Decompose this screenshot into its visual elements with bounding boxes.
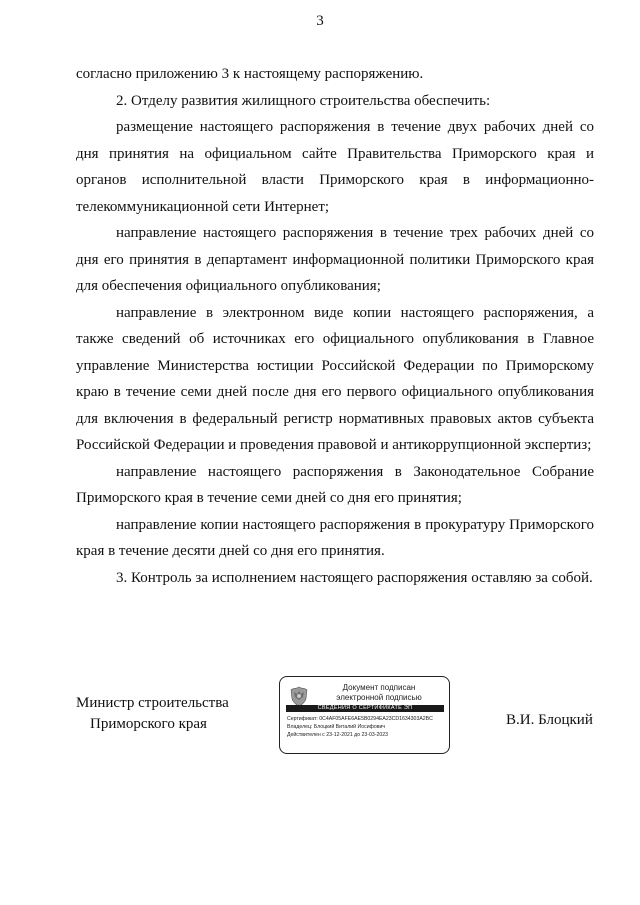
paragraph-continuation: согласно приложению 3 к настоящему распоряжению. bbox=[76, 66, 424, 82]
stamp-certificate-number: Сертификат: 0C4AF05AFE6AE5B0294EA23CD1634303A2BC bbox=[287, 716, 433, 722]
page-number: 3 bbox=[316, 13, 324, 29]
signer-position-line1: Министр строительства bbox=[76, 695, 229, 711]
signer-position-line2: Приморского края bbox=[90, 716, 207, 732]
stamp-header-line1: Документ подписан bbox=[342, 683, 416, 692]
signer-position bbox=[76, 693, 256, 735]
stamp-owner: Владелец: Блоцкий Виталий Иосифович bbox=[287, 724, 386, 730]
stamp-details bbox=[287, 715, 447, 739]
paragraph-item-2: 2. Отделу развития жилищного строительства обеспечить: bbox=[116, 92, 491, 109]
electronic-signature-stamp bbox=[279, 676, 450, 754]
signer-name: В.И. Блоцкий bbox=[506, 712, 593, 728]
paragraph-ministry-justice: направление в электронном виде копии настоящего распоряжения, а также сведений об источниках его официального опубликования в Главное управление Министерства юстиции Российской Федерации по Приморскому краю в течение семи дней после дня его первого официального опубликования для включения в федеральный регистр нормативных правовых актов субъекта Российской Федерации и проведения правовой и антикоррупционной экспертиз; bbox=[76, 304, 594, 453]
paragraph-legislative-assembly: направление настоящего распоряжения в Законодательное Собрание Приморского края в течение семи дней со дня его принятия; bbox=[76, 463, 594, 506]
document-body bbox=[76, 61, 594, 591]
paragraph-info-policy: направление настоящего распоряжения в течение трех рабочих дней со дня его принятия в департамент информационной политики Приморского края для обеспечения официального опубликования; bbox=[76, 225, 594, 294]
stamp-validity: Действителен с 23-12-2021 до 23-03-2023 bbox=[287, 732, 389, 738]
stamp-header bbox=[312, 683, 446, 702]
paragraph-item-3: 3. Контроль за исполнением настоящего распоряжения оставляю за собой. bbox=[116, 569, 593, 586]
paragraph-website-publication: размещение настоящего распоряжения в течение двух рабочих дней со дня принятия на официальном сайте Правительства Приморского края и органов исполнительной власти Приморского края в информационно-телекоммуникационной сети Интернет; bbox=[76, 119, 594, 215]
stamp-certificate-bar: СВЕДЕНИЯ О СЕРТИФИКАТЕ ЭП bbox=[286, 705, 444, 712]
paragraph-prosecutor: направление копии настоящего распоряжения в прокуратуру Приморского края в течение десяти дней со дня его принятия. bbox=[76, 516, 594, 559]
stamp-header-line2: электронной подписью bbox=[336, 692, 422, 702]
